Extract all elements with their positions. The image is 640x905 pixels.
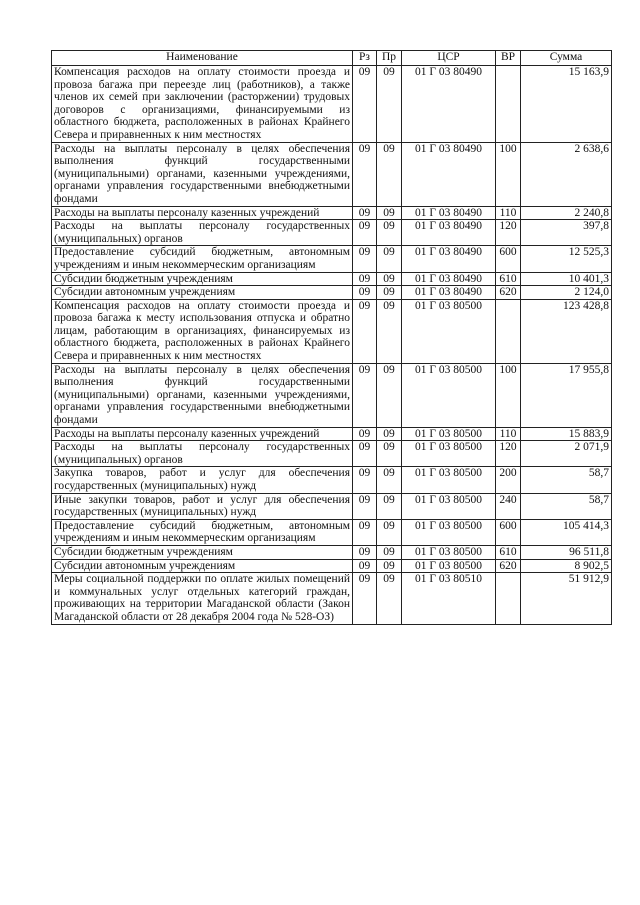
row-vr: 610 (496, 545, 521, 559)
row-pr: 09 (377, 559, 402, 573)
row-csr: 01 Г 03 80500 (402, 519, 496, 545)
row-csr: 01 Г 03 80500 (402, 299, 496, 363)
row-vr: 600 (496, 519, 521, 545)
row-pr: 09 (377, 545, 402, 559)
row-vr: 120 (496, 220, 521, 246)
row-vr: 240 (496, 493, 521, 519)
row-rz: 09 (353, 246, 377, 272)
row-sum: 96 511,8 (521, 545, 612, 559)
row-rz: 09 (353, 519, 377, 545)
row-name: Компенсация расходов на оплату стоимости проезда и провоза багажа при переезде лиц (работников), а также членов их семей при заключении (расторжении) трудовых договоров с организациями, финансируемыми из областного бюджета, расположенных в районах Крайнего Севера и приравненных к ним местностях (52, 66, 353, 143)
row-sum: 10 401,3 (521, 272, 612, 286)
row-rz: 09 (353, 66, 377, 143)
table-row (52, 246, 612, 272)
table-row (52, 272, 612, 286)
row-sum: 123 428,8 (521, 299, 612, 363)
row-pr: 09 (377, 246, 402, 272)
row-pr: 09 (377, 220, 402, 246)
row-rz: 09 (353, 573, 377, 624)
row-name: Расходы на выплаты персоналу в целях обеспечения выполнения функций государственными (муниципальными) органами, казенными учреждениями, органами управления государственными внебюджетными фондами (52, 142, 353, 206)
budget-page (51, 50, 611, 625)
row-rz: 09 (353, 545, 377, 559)
row-csr: 01 Г 03 80490 (402, 206, 496, 220)
table-row (52, 206, 612, 220)
row-sum: 397,8 (521, 220, 612, 246)
row-sum: 2 240,8 (521, 206, 612, 220)
table-row (52, 286, 612, 300)
table-row (52, 427, 612, 441)
row-name: Закупка товаров, работ и услуг для обеспечения государственных (муниципальных) нужд (52, 467, 353, 493)
table-row (52, 559, 612, 573)
row-name: Иные закупки товаров, работ и услуг для обеспечения государственных (муниципальных) нужд (52, 493, 353, 519)
row-name: Расходы на выплаты персоналу государственных (муниципальных) органов (52, 441, 353, 467)
row-vr: 100 (496, 142, 521, 206)
row-rz: 09 (353, 286, 377, 300)
row-rz: 09 (353, 142, 377, 206)
row-sum: 8 902,5 (521, 559, 612, 573)
row-vr: 600 (496, 246, 521, 272)
row-pr: 09 (377, 66, 402, 143)
row-rz: 09 (353, 272, 377, 286)
row-rz: 09 (353, 493, 377, 519)
row-rz: 09 (353, 299, 377, 363)
row-sum: 2 071,9 (521, 441, 612, 467)
row-sum: 51 912,9 (521, 573, 612, 624)
row-sum: 17 955,8 (521, 363, 612, 427)
table-row (52, 545, 612, 559)
row-name: Предоставление субсидий бюджетным, автономным учреждениям и иным некоммерческим организациям (52, 519, 353, 545)
row-csr: 01 Г 03 80500 (402, 493, 496, 519)
row-name: Компенсация расходов на оплату стоимости проезда и провоза багажа к месту использования отпуска и обратно лицам, работающим в организациях, финансируемых из областного бюджета, расположенных в районах Крайнего Севера и приравненных к ним местностях (52, 299, 353, 363)
row-pr: 09 (377, 427, 402, 441)
row-name: Расходы на выплаты персоналу казенных учреждений (52, 427, 353, 441)
header-sum: Сумма (521, 51, 612, 66)
row-csr: 01 Г 03 80490 (402, 272, 496, 286)
row-sum: 2 638,6 (521, 142, 612, 206)
table-row (52, 573, 612, 624)
row-name: Субсидии автономным учреждениям (52, 559, 353, 573)
row-vr: 620 (496, 286, 521, 300)
row-vr: 110 (496, 427, 521, 441)
row-name: Предоставление субсидий бюджетным, автономным учреждениям и иным некоммерческим организациям (52, 246, 353, 272)
row-csr: 01 Г 03 80490 (402, 286, 496, 300)
row-pr: 09 (377, 299, 402, 363)
row-sum: 12 525,3 (521, 246, 612, 272)
table-row (52, 441, 612, 467)
row-vr (496, 573, 521, 624)
row-vr (496, 299, 521, 363)
row-name: Меры социальной поддержки по оплате жилых помещений и коммунальных услуг отдельных категорий граждан, проживающих на территории Магаданской области (Закон Магаданской области от 28 декабря 2004 года № 528-ОЗ) (52, 573, 353, 624)
row-csr: 01 Г 03 80500 (402, 427, 496, 441)
budget-table (51, 50, 612, 625)
row-rz: 09 (353, 206, 377, 220)
table-row (52, 66, 612, 143)
row-pr: 09 (377, 467, 402, 493)
row-name: Субсидии бюджетным учреждениям (52, 545, 353, 559)
row-name: Субсидии бюджетным учреждениям (52, 272, 353, 286)
header-rz: Рз (353, 51, 377, 66)
row-vr: 200 (496, 467, 521, 493)
row-csr: 01 Г 03 80500 (402, 545, 496, 559)
row-rz: 09 (353, 467, 377, 493)
row-rz: 09 (353, 559, 377, 573)
header-csr: ЦСР (402, 51, 496, 66)
row-rz: 09 (353, 427, 377, 441)
row-pr: 09 (377, 142, 402, 206)
table-row (52, 299, 612, 363)
row-csr: 01 Г 03 80510 (402, 573, 496, 624)
row-csr: 01 Г 03 80500 (402, 467, 496, 493)
row-pr: 09 (377, 272, 402, 286)
row-vr: 100 (496, 363, 521, 427)
row-pr: 09 (377, 573, 402, 624)
row-csr: 01 Г 03 80490 (402, 246, 496, 272)
row-csr: 01 Г 03 80500 (402, 363, 496, 427)
row-csr: 01 Г 03 80490 (402, 142, 496, 206)
table-row (52, 363, 612, 427)
row-csr: 01 Г 03 80490 (402, 66, 496, 143)
row-name: Субсидии автономным учреждениям (52, 286, 353, 300)
row-pr: 09 (377, 493, 402, 519)
row-pr: 09 (377, 441, 402, 467)
row-pr: 09 (377, 519, 402, 545)
row-pr: 09 (377, 206, 402, 220)
row-name: Расходы на выплаты персоналу государственных (муниципальных) органов (52, 220, 353, 246)
row-csr: 01 Г 03 80490 (402, 220, 496, 246)
table-row (52, 220, 612, 246)
row-csr: 01 Г 03 80500 (402, 441, 496, 467)
row-pr: 09 (377, 363, 402, 427)
row-rz: 09 (353, 363, 377, 427)
row-vr (496, 66, 521, 143)
row-name: Расходы на выплаты персоналу в целях обеспечения выполнения функций государственными (муниципальными) органами, казенными учреждениями, органами управления государственными внебюджетными фондами (52, 363, 353, 427)
row-sum: 15 163,9 (521, 66, 612, 143)
table-row (52, 493, 612, 519)
row-vr: 120 (496, 441, 521, 467)
row-csr: 01 Г 03 80500 (402, 559, 496, 573)
header-pr: Пр (377, 51, 402, 66)
row-sum: 15 883,9 (521, 427, 612, 441)
row-sum: 105 414,3 (521, 519, 612, 545)
row-vr: 610 (496, 272, 521, 286)
row-pr: 09 (377, 286, 402, 300)
row-vr: 110 (496, 206, 521, 220)
row-vr: 620 (496, 559, 521, 573)
row-sum: 58,7 (521, 493, 612, 519)
header-vr: ВР (496, 51, 521, 66)
table-row (52, 467, 612, 493)
row-rz: 09 (353, 441, 377, 467)
row-sum: 58,7 (521, 467, 612, 493)
table-row (52, 142, 612, 206)
table-row (52, 519, 612, 545)
row-sum: 2 124,0 (521, 286, 612, 300)
row-name: Расходы на выплаты персоналу казенных учреждений (52, 206, 353, 220)
header-name: Наименование (52, 51, 353, 66)
table-header-row (52, 51, 612, 66)
row-rz: 09 (353, 220, 377, 246)
